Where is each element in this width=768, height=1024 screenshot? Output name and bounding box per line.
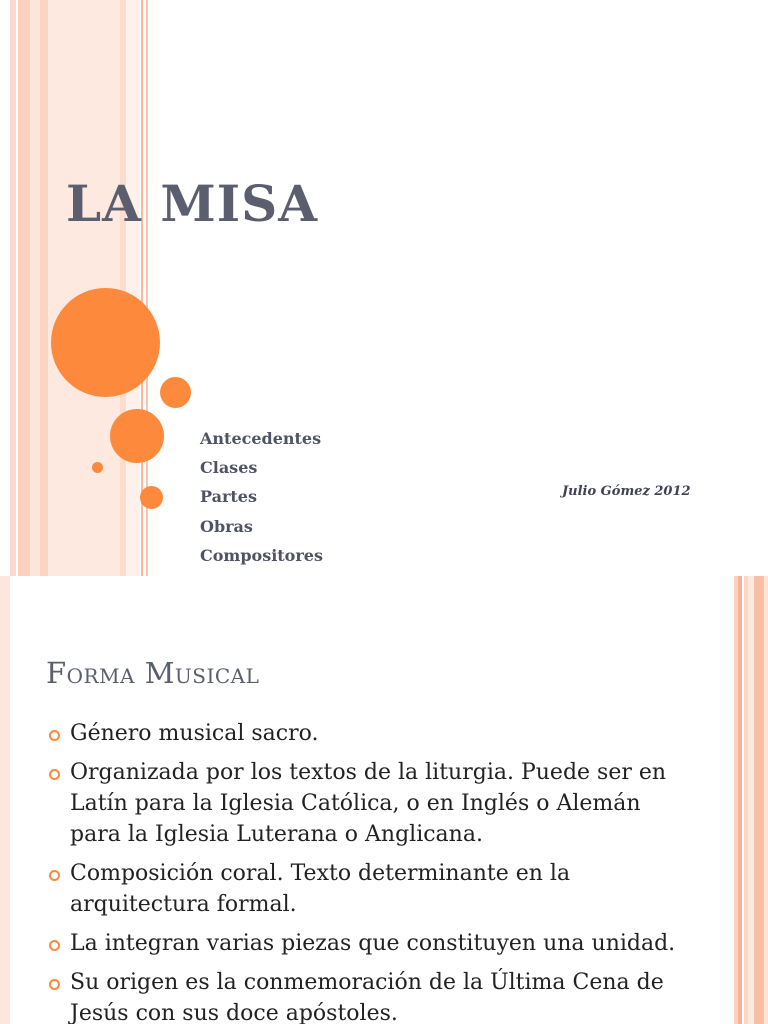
decorative-stripe (40, 0, 48, 576)
circle-icon (92, 462, 103, 473)
bullet-list (46, 718, 686, 1024)
topic-item: Compositores (200, 545, 323, 565)
list-item (46, 718, 686, 749)
topic-item: Antecedentes (200, 429, 322, 448)
list-item (46, 928, 686, 959)
list-item-text: Composición coral. Texto determinante en la arquitectura formal. (70, 861, 571, 917)
topic-list (200, 424, 323, 570)
section-title: Forma Musical (46, 656, 260, 690)
content-slide (0, 576, 768, 1024)
decorative-stripe (30, 0, 40, 576)
decorative-stripe (738, 576, 742, 1024)
list-item (46, 858, 686, 920)
circle-icon (140, 486, 163, 509)
slide-title: LA MISA (66, 174, 318, 233)
decorative-stripe (0, 576, 10, 1024)
list-item-text: Organizada por los textos de la liturgia. Puede ser en Latín para la Iglesia Católica, o en Inglés o Alemán para la Iglesia Luterana o Anglicana. (70, 760, 667, 847)
list-item-text: Género musical sacro. (70, 721, 319, 746)
topic-item: Partes (200, 487, 257, 507)
list-item (46, 757, 686, 850)
circle-bullet-icon (49, 940, 60, 951)
circle-bullet-icon (49, 979, 60, 990)
topic-item: Clases (200, 458, 258, 478)
circle-icon (160, 377, 191, 408)
circle-bullet-icon (49, 730, 60, 741)
decorative-stripe (18, 0, 30, 576)
circle-bullet-icon (49, 769, 60, 780)
circle-icon (51, 288, 160, 397)
list-item-text: La integran varias piezas que constituyen una unidad. (70, 931, 676, 956)
circle-icon (110, 409, 164, 463)
author-credit: Julio Gómez 2012 (562, 484, 691, 499)
decorative-stripe (754, 576, 764, 1024)
list-item (46, 967, 686, 1024)
topic-item: Obras (200, 516, 253, 536)
decorative-stripe (764, 576, 768, 1024)
decorative-stripe (126, 0, 140, 576)
circle-bullet-icon (49, 870, 60, 881)
list-item-text: Su origen es la conmemoración de la Última Cena de Jesús con sus doce apóstoles. (70, 970, 664, 1024)
